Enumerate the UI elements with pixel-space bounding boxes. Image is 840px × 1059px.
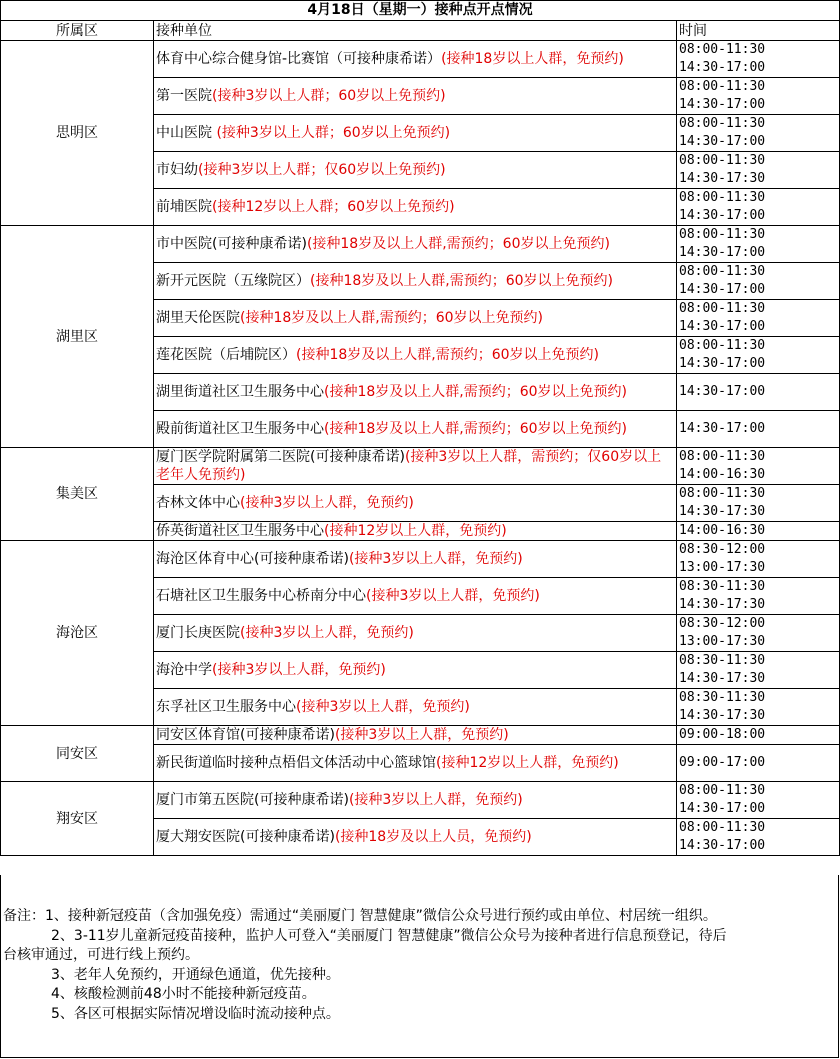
site-cell	[154, 578, 677, 615]
site-note: (接种3岁以上人群，免预约)	[296, 699, 470, 715]
site-cell	[154, 485, 677, 522]
site-time: 08:00-11:30 14:00-16:30	[677, 448, 840, 485]
site-note: (接种18岁及以上人群,需预约；60岁以上免预约)	[324, 384, 628, 400]
site-note: (接种3岁以上人群，免预约)	[348, 551, 523, 567]
site-cell	[154, 263, 677, 300]
site-name: 海沧区体育中心(可接种康希诺)	[156, 551, 349, 567]
site-time: 14:30-17:00	[677, 411, 840, 448]
note-3: 3、老年人免预约，开通绿色通道，优先接种。	[51, 966, 340, 983]
site-time: 14:00-16:30	[677, 522, 840, 541]
site-cell	[154, 41, 677, 78]
site-time: 09:00-18:00	[677, 726, 840, 745]
site-name: 厦门长庚医院	[156, 625, 240, 641]
site-note: (接种3岁以上人群，免预约)	[240, 495, 414, 511]
site-note: (接种18岁以上人群，免预约)	[441, 51, 624, 67]
district-cell: 思明区	[1, 41, 154, 226]
site-cell	[154, 689, 677, 726]
site-cell	[154, 522, 677, 541]
site-name: 石塘社区卫生服务中心桥南分中心	[156, 588, 366, 604]
site-cell	[154, 115, 677, 152]
site-name: 海沧中学	[156, 662, 212, 678]
site-name: 市中医院(可接种康希诺)	[156, 236, 307, 252]
site-time: 08:00-11:30 14:30-17:00	[677, 226, 840, 263]
site-cell	[154, 152, 677, 189]
header-district: 所属区	[1, 21, 154, 41]
district-cell: 海沧区	[1, 541, 154, 726]
site-note: (接种12岁以上人群，免预约)	[436, 755, 619, 771]
district-cell: 湖里区	[1, 226, 154, 448]
site-time: 08:00-11:30 14:30-17:00	[677, 819, 840, 856]
site-note: (接种18岁及以上人群,需预约；60岁以上免预约)	[324, 421, 628, 437]
site-cell	[154, 615, 677, 652]
site-note: (接种18岁及以上人员，免预约)	[334, 829, 532, 845]
site-note: (接种18岁及以上人群,需预约；60岁以上免预约)	[296, 347, 600, 363]
site-time: 08:30-11:30 14:30-17:30	[677, 652, 840, 689]
note-1: 备注：1、接种新冠疫苗（含加强免疫）需通过“美丽厦门 智慧健康”微信公众号进行预约或由单位、村居统一组织。	[3, 908, 717, 924]
site-name: 厦门医学院附属第二医院(可接种康希诺)	[156, 449, 405, 465]
site-note: (接种18岁及以上人群,需预约；60岁以上免预约)	[240, 310, 544, 326]
site-note: (接种12岁以上人群；60岁以上免预约)	[212, 199, 455, 215]
site-name: 莲花医院（后埔院区）	[156, 347, 296, 363]
site-note: (接种3岁以上人群，免预约)	[212, 662, 386, 678]
site-name: 新开元医院（五缘院区）	[156, 273, 310, 289]
note-5: 5、各区可根据实际情况增设临时流动接种点。	[51, 1005, 340, 1022]
note-2-continued: 台核审通过，可进行线上预约。	[3, 947, 199, 963]
site-time: 09:00-17:00	[677, 745, 840, 782]
site-note: (接种18岁及以上人群,需预约；60岁以上免预约)	[306, 236, 610, 252]
site-time: 08:30-12:00 13:00-17:30	[677, 541, 840, 578]
site-time: 08:00-11:30 14:30-17:00	[677, 263, 840, 300]
site-time: 08:00-11:30 14:30-17:00	[677, 115, 840, 152]
site-name: 新民街道临时接种点梧侣文体活动中心篮球馆	[156, 755, 436, 771]
site-note: (接种3岁以上人群，免预约)	[334, 727, 509, 743]
district-cell: 翔安区	[1, 782, 154, 856]
site-note: (接种18岁及以上人群,需预约；60岁以上免预约)	[310, 273, 614, 289]
site-cell	[154, 300, 677, 337]
site-time: 08:30-12:00 13:00-17:30	[677, 615, 840, 652]
site-time: 08:30-11:30 14:30-17:30	[677, 578, 840, 615]
site-cell	[154, 782, 677, 819]
site-cell	[154, 226, 677, 263]
site-note: (接种3岁以上人群；60岁以上免预约)	[216, 125, 451, 141]
site-cell	[154, 448, 677, 485]
site-time: 08:00-11:30 14:30-17:00	[677, 337, 840, 374]
header-time: 时间	[677, 21, 840, 41]
site-cell	[154, 726, 677, 745]
site-name: 侨英街道社区卫生服务中心	[156, 523, 324, 539]
site-name: 厦门市第五医院(可接种康希诺)	[156, 792, 349, 808]
site-time: 08:00-11:30 14:30-17:00	[677, 41, 840, 78]
site-note: (接种3岁以上人群，免预约)	[240, 625, 414, 641]
site-time: 08:00-11:30 14:30-17:30	[677, 485, 840, 522]
site-time: 08:00-11:30 14:30-17:00	[677, 300, 840, 337]
note-2: 2、3-11岁儿童新冠疫苗接种，监护人可登入“美丽厦门 智慧健康”微信公众号为接种者进行信息预登记，待后	[51, 927, 727, 944]
site-name: 市妇幼	[156, 162, 198, 178]
note-4: 4、核酸检测前48小时不能接种新冠疫苗。	[51, 986, 316, 1002]
site-cell	[154, 374, 677, 411]
site-time: 08:00-11:30 14:30-17:00	[677, 78, 840, 115]
site-name: 前埔医院	[156, 199, 212, 215]
site-name: 殿前街道社区卫生服务中心	[156, 421, 324, 437]
site-cell	[154, 411, 677, 448]
site-cell	[154, 337, 677, 374]
site-time: 08:00-11:30 14:30-17:00	[677, 782, 840, 819]
site-time: 14:30-17:00	[677, 374, 840, 411]
site-time: 08:30-11:30 14:30-17:30	[677, 689, 840, 726]
site-cell	[154, 78, 677, 115]
site-cell	[154, 541, 677, 578]
page-title: 4月18日（星期一）接种点开点情况	[1, 1, 840, 21]
site-name: 中山医院	[156, 125, 217, 141]
site-note: (接种12岁以上人群，免预约)	[324, 523, 507, 539]
header-unit: 接种单位	[154, 21, 677, 41]
site-name: 第一医院	[156, 88, 212, 104]
site-note: (接种3岁以上人群；仅60岁以上免预约)	[198, 162, 446, 178]
notes-box	[0, 875, 839, 1058]
site-name: 杏林文体中心	[156, 495, 240, 511]
site-cell	[154, 745, 677, 782]
site-name: 厦大翔安医院(可接种康希诺)	[156, 829, 335, 845]
site-name: 同安区体育馆(可接种康希诺)	[156, 727, 335, 743]
site-note: (接种3岁以上人群，免预约)	[366, 588, 540, 604]
site-cell	[154, 189, 677, 226]
site-time: 08:00-11:30 14:30-17:00	[677, 189, 840, 226]
site-note: (接种3岁以上人群，需预约；仅60岁以上老年人免预约)	[156, 449, 662, 483]
site-name: 东孚社区卫生服务中心	[156, 699, 296, 715]
site-name: 湖里天伦医院	[156, 310, 240, 326]
site-cell	[154, 819, 677, 856]
site-note: (接种3岁以上人群，免预约)	[348, 792, 523, 808]
site-name: 体育中心综合健身馆-比赛馆（可接种康希诺）	[156, 51, 442, 67]
site-note: (接种3岁以上人群；60岁以上免预约)	[212, 88, 446, 104]
site-cell	[154, 652, 677, 689]
district-cell: 同安区	[1, 726, 154, 782]
site-time: 08:00-11:30 14:30-17:30	[677, 152, 840, 189]
district-cell: 集美区	[1, 448, 154, 541]
site-name: 湖里街道社区卫生服务中心	[156, 384, 324, 400]
